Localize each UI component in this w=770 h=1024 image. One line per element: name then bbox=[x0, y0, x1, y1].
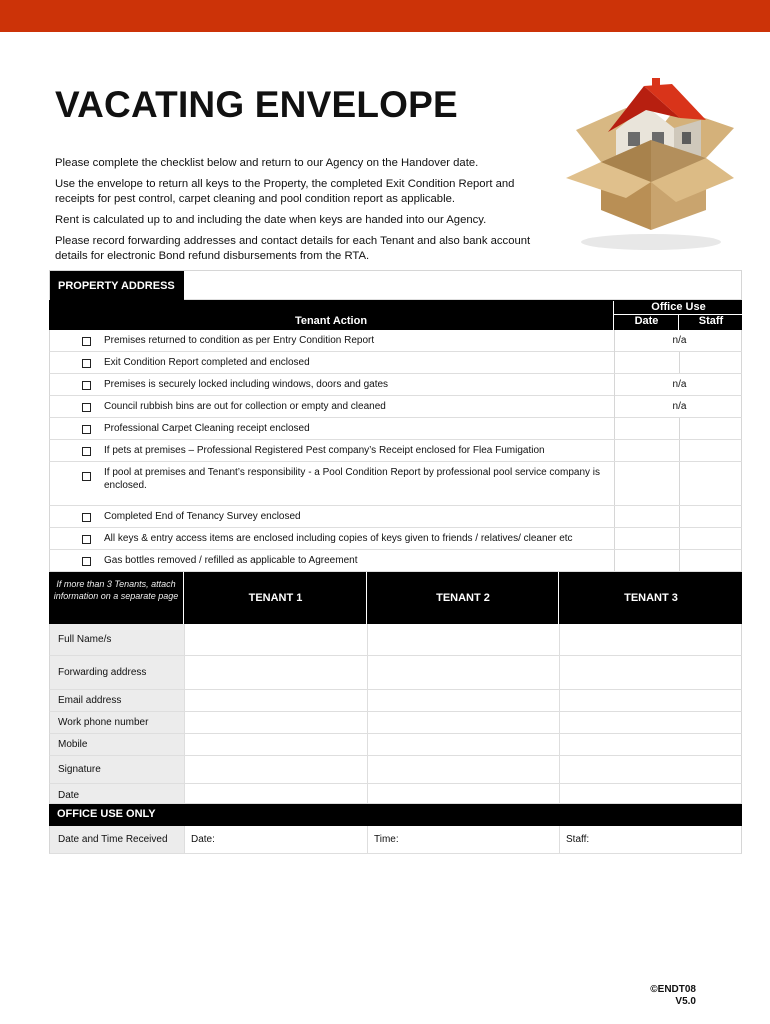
office-staff-cell[interactable] bbox=[679, 352, 744, 373]
intro-paragraph-1: Please complete the checklist below and return to our Agency on the Handover date. bbox=[55, 157, 479, 169]
tenant-1-header: TENANT 1 bbox=[183, 572, 367, 624]
form-version: V5.0 bbox=[675, 996, 696, 1007]
office-date-cell[interactable] bbox=[614, 418, 680, 439]
checkbox[interactable] bbox=[82, 472, 91, 481]
tenant-2-field[interactable] bbox=[367, 734, 560, 755]
tenant-2-field[interactable] bbox=[367, 656, 560, 689]
tenant-detail-row bbox=[49, 624, 742, 656]
tenant-3-field[interactable] bbox=[559, 690, 744, 711]
checkbox[interactable] bbox=[82, 557, 91, 566]
checklist-item bbox=[49, 506, 742, 528]
tenant-detail-row bbox=[49, 784, 742, 804]
property-address-row bbox=[49, 270, 742, 300]
checklist bbox=[49, 330, 742, 572]
office-staff-header: Staff bbox=[678, 315, 743, 330]
office-use-only-header: OFFICE USE ONLY bbox=[49, 804, 742, 826]
house-in-box-illustration bbox=[556, 70, 746, 255]
tenant-detail-row bbox=[49, 690, 742, 712]
received-staff-field[interactable]: Staff: bbox=[559, 826, 750, 853]
checklist-item bbox=[49, 396, 742, 418]
tenant-detail-row bbox=[49, 734, 742, 756]
office-staff-cell[interactable] bbox=[679, 418, 744, 439]
checkbox[interactable] bbox=[82, 447, 91, 456]
office-date-header: Date bbox=[613, 315, 679, 330]
tenant-1-field[interactable] bbox=[184, 690, 368, 711]
footer-code bbox=[640, 984, 696, 1008]
received-time-field[interactable]: Time: bbox=[367, 826, 566, 853]
checkbox[interactable] bbox=[82, 535, 91, 544]
checklist-item-text: Completed End of Tenancy Survey enclosed bbox=[104, 511, 301, 522]
tenant-2-field[interactable] bbox=[367, 690, 560, 711]
office-staff-cell[interactable] bbox=[679, 550, 744, 571]
checkbox[interactable] bbox=[82, 381, 91, 390]
tenant-detail-label: Forwarding address bbox=[50, 656, 184, 689]
tenant-1-field[interactable] bbox=[184, 734, 368, 755]
checkbox[interactable] bbox=[82, 513, 91, 522]
office-date-cell[interactable] bbox=[614, 506, 680, 527]
top-accent-bar bbox=[0, 0, 770, 32]
received-date-field[interactable]: Date: bbox=[184, 826, 374, 853]
checklist-item-text: Premises is securely locked including windows, doors and gates bbox=[104, 379, 389, 390]
intro-paragraph-2: Use the envelope to return all keys to the Property, the completed Exit Condition Report and receipts for pest control, carpet cleaning and pool condition report as applicable. bbox=[55, 178, 515, 205]
office-date-cell[interactable] bbox=[614, 440, 680, 461]
checklist-item bbox=[49, 440, 742, 462]
tenant-3-field[interactable] bbox=[559, 784, 744, 803]
intro-paragraph-4: Please record forwarding addresses and contact details for each Tenant and also bank account details for electronic Bond refund disbursements from the RTA. bbox=[55, 235, 531, 262]
office-date-cell[interactable] bbox=[614, 462, 680, 505]
tenant-detail-row bbox=[49, 712, 742, 734]
tenant-detail-label: Date bbox=[50, 784, 184, 803]
tenant-1-field[interactable] bbox=[184, 756, 368, 783]
checklist-item bbox=[49, 330, 742, 352]
date-time-received-row bbox=[49, 826, 742, 854]
checklist-item-text: All keys & entry access items are enclosed including copies of keys given to friends / relatives/ cleaner etc bbox=[104, 533, 573, 544]
office-date-cell[interactable] bbox=[614, 528, 680, 549]
office-staff-cell[interactable] bbox=[679, 528, 744, 549]
checkbox[interactable] bbox=[82, 425, 91, 434]
tenant-1-field[interactable] bbox=[184, 656, 368, 689]
tenant-detail-label: Email address bbox=[50, 690, 184, 711]
checkbox[interactable] bbox=[82, 359, 91, 368]
tenant-3-header: TENANT 3 bbox=[558, 572, 743, 624]
property-address-label: PROPERTY ADDRESS bbox=[50, 271, 184, 301]
office-staff-cell[interactable] bbox=[679, 506, 744, 527]
checklist-item bbox=[49, 550, 742, 572]
checklist-item-text: If pool at premises and Tenant’s responsibility - a Pool Condition Report by professional pool service company is enclosed. bbox=[104, 467, 601, 491]
checklist-item-text: Council rubbish bins are out for collection or empty and cleaned bbox=[104, 401, 386, 412]
office-use-value: n/a bbox=[614, 330, 744, 352]
checkbox[interactable] bbox=[82, 403, 91, 412]
checkbox[interactable] bbox=[82, 337, 91, 346]
tenant-3-field[interactable] bbox=[559, 624, 744, 655]
checklist-item-text: If pets at premises – Professional Registered Pest company’s Receipt enclosed for Flea Fumigation bbox=[104, 445, 545, 456]
tenant-3-field[interactable] bbox=[559, 734, 744, 755]
checklist-item bbox=[49, 374, 742, 396]
office-use-value: n/a bbox=[614, 396, 744, 418]
tenant-1-field[interactable] bbox=[184, 784, 368, 803]
tenant-detail-row bbox=[49, 756, 742, 784]
checklist-item bbox=[49, 462, 742, 506]
checklist-header bbox=[49, 300, 742, 330]
tenant-detail-label: Full Name/s bbox=[50, 624, 184, 655]
checklist-item-text: Professional Carpet Cleaning receipt enclosed bbox=[104, 423, 310, 434]
checklist-item-text: Premises returned to condition as per Entry Condition Report bbox=[104, 335, 375, 346]
tenant-3-field[interactable] bbox=[559, 756, 744, 783]
tenant-1-field[interactable] bbox=[184, 624, 368, 655]
vacating-form bbox=[49, 270, 742, 854]
office-staff-cell[interactable] bbox=[679, 440, 744, 461]
checklist-item bbox=[49, 352, 742, 374]
property-address-field[interactable] bbox=[184, 271, 741, 299]
office-date-cell[interactable] bbox=[614, 550, 680, 571]
tenant-detail-row bbox=[49, 656, 742, 690]
page-title: VACATING ENVELOPE bbox=[55, 84, 458, 125]
tenant-action-header: Tenant Action bbox=[294, 315, 368, 327]
tenant-2-field[interactable] bbox=[367, 756, 560, 783]
tenant-detail-label: Signature bbox=[50, 756, 184, 783]
tenant-detail-label: Work phone number bbox=[50, 712, 184, 733]
checklist-item-text: Gas bottles removed / refilled as applicable to Agreement bbox=[104, 555, 358, 566]
checklist-item bbox=[49, 528, 742, 550]
office-staff-cell[interactable] bbox=[679, 462, 744, 505]
office-date-cell[interactable] bbox=[614, 352, 680, 373]
tenant-rows bbox=[49, 624, 742, 804]
date-time-received-label: Date and Time Received bbox=[50, 826, 184, 853]
office-use-value: n/a bbox=[614, 374, 744, 396]
office-use-header: Office Use bbox=[613, 301, 743, 315]
tenant-2-field[interactable] bbox=[367, 624, 560, 655]
tenant-2-header: TENANT 2 bbox=[366, 572, 559, 624]
checklist-item-text: Exit Condition Report completed and enclosed bbox=[104, 357, 310, 368]
tenant-3-field[interactable] bbox=[559, 712, 744, 733]
intro-paragraph-3: Rent is calculated up to and including the date when keys are handed into our Agency. bbox=[55, 214, 487, 226]
checklist-item bbox=[49, 418, 742, 440]
tenant-1-field[interactable] bbox=[184, 712, 368, 733]
tenant-table-header bbox=[49, 572, 742, 624]
tenant-detail-label: Mobile bbox=[50, 734, 184, 755]
form-code: ©ENDT08 bbox=[650, 984, 696, 995]
extra-tenants-note: If more than 3 Tenants, attach information on a separate page bbox=[53, 579, 179, 601]
tenant-3-field[interactable] bbox=[559, 656, 744, 689]
intro-text bbox=[55, 156, 545, 270]
tenant-2-field[interactable] bbox=[367, 712, 560, 733]
tenant-2-field[interactable] bbox=[367, 784, 560, 803]
